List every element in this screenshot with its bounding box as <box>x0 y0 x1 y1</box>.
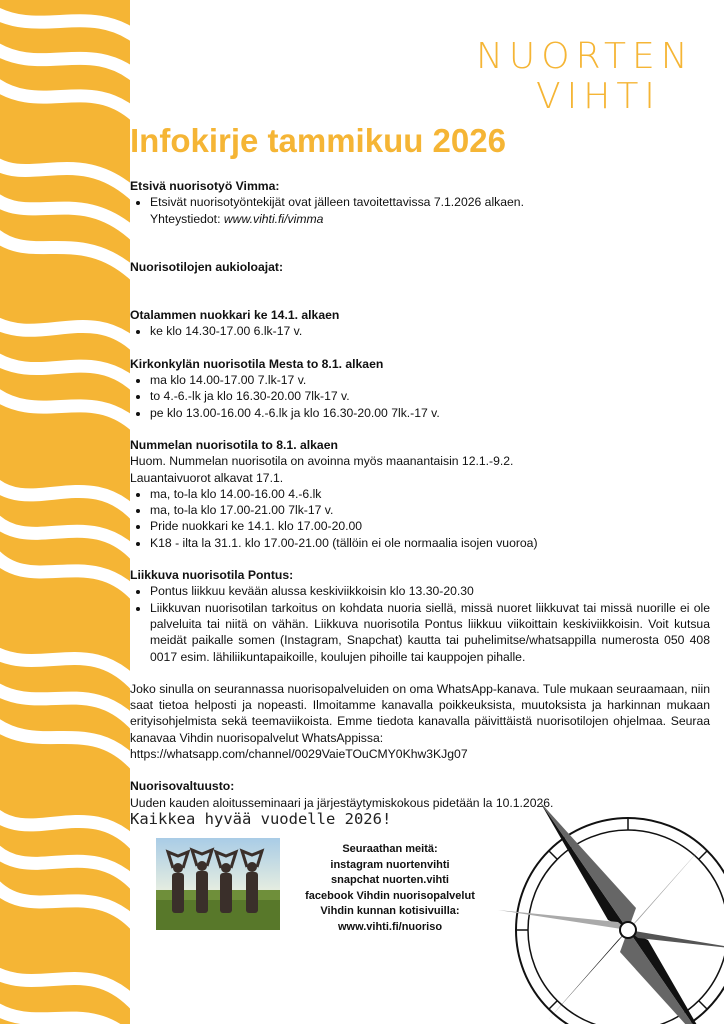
compass-illustration <box>478 770 724 1024</box>
follow-line: facebook Vihdin nuorisopalvelut <box>305 889 475 902</box>
otalampi-list <box>130 323 710 339</box>
list-item: • ke klo 14.30-17.00 6.lk-17 v. <box>150 323 710 339</box>
opening-hours-heading: Nuorisotilojen aukioloajat: <box>130 259 284 274</box>
list-item: • Liikkuvan nuorisotilan tarkoitus on kohdata nuoria siellä, missä nuoret liikkuvat tai missä nuorille ei ole palveluita tai niitä on vähän. Liikkuva nuorisotila Pontus liikkuu viikoittain keskiviikkoisin. Voit kutsua meidät paikalle somen (Instagram, Snapchat) kautta tai puhelimitse/whatsappilla numerosta 050 408 0017 esim. lähiliikuntapaikoille, koulujen pihoille tai kauppojen pihalle. <box>150 600 710 665</box>
follow-link[interactable]: www.vihti.fi/nuoriso <box>337 920 443 933</box>
nummela-list <box>130 486 710 551</box>
list-item: • Pontus liikkuu kevään alussa keskiviikkoisin klo 13.30-20.30 <box>150 583 710 599</box>
follow-line: instagram nuortenvihti <box>330 858 450 871</box>
list-item: • ma klo 14.00-17.00 7.lk-17 v. <box>150 372 710 388</box>
newsletter-body <box>130 178 710 811</box>
whatsapp-link[interactable]: https://whatsapp.com/channel/0029VaieTOuCMY0Khw3KJg07 <box>130 747 468 762</box>
list-item: • to 4.-6.-lk ja klo 16.30-20.00 7lk-17 v. <box>150 388 710 404</box>
vimma-list <box>130 194 710 227</box>
otalampi-heading: Otalammen nuokkari ke 14.1. alkaen <box>130 308 340 323</box>
logo-line1: NUORTEN <box>476 36 694 77</box>
nummela-heading: Nummelan nuorisotila to 8.1. alkaen <box>130 437 338 452</box>
list-item: • pe klo 13.00-16.00 4.-6.lk ja klo 16.30-20.00 7lk.-17 v. <box>150 405 710 421</box>
vimma-heading: Etsivä nuorisotyö Vimma: <box>130 179 280 193</box>
pontus-list <box>130 583 710 664</box>
mesta-list <box>130 372 710 421</box>
page-title: Infokirje tammikuu 2026 <box>130 122 506 159</box>
council-text: Uuden kauden aloitusseminaari ja järjestäytymiskokous pidetään la 10.1.2026. <box>130 795 554 810</box>
greeting: Kaikkea hyvää vuodelle 2026! <box>130 810 392 828</box>
list-item: • Etsivät nuorisotyöntekijät ovat jälleen tavoitettavissa 7.1.2026 alkaen. Yhteystiedot: www.vihti.fi/vimma <box>150 194 710 227</box>
nuorten-vihti-logo <box>476 36 696 116</box>
list-item: • K18 - ilta la 31.1. klo 17.00-21.00 (tällöin ei ole normaalia isojen vuoroa) <box>150 535 710 551</box>
vimma-link[interactable]: www.vihti.fi/vimma <box>223 211 324 226</box>
follow-line: snapchat nuorten.vihti <box>331 874 449 886</box>
pontus-heading: Liikkuva nuorisotila Pontus: <box>130 568 294 583</box>
youth-group-photo <box>156 838 280 930</box>
social-follow-block <box>300 842 480 935</box>
whatsapp-text: Joko sinulla on seurannassa nuorisopalveluiden on oma WhatsApp-kanava. Tule mukaan seuraamaan, niin saat tietoa helposti ja nopeasti. Ilmoitamme kanavalla poikkeuksista, muutoksista ja harkinnan mukaan erityisohjelmista sekä teemaviikoista. Emme tiedota kanavalla päivittäistä nuorisotilojen ohjelmaa. Seuraa kanavaa Vihdin nuorisopalvelut WhatsAppissa: <box>130 681 710 745</box>
logo-line2: VIHTI <box>536 76 661 117</box>
follow-line: Seuraathan meitä: <box>342 843 438 855</box>
list-item: • Pride nuokkari ke 14.1. klo 17.00-20.00 <box>150 518 710 534</box>
mesta-heading: Kirkonkylän nuorisotila Mesta to 8.1. alkaen <box>130 356 384 371</box>
council-heading: Nuorisovaltuusto: <box>130 779 235 794</box>
nummela-note: Huom. Nummelan nuorisotila on avoinna myös maanantaisin 12.1.-9.2. <box>130 454 514 469</box>
nummela-note: Lauantaivuorot alkavat 17.1. <box>130 470 284 485</box>
decorative-wave-pattern <box>0 0 130 1024</box>
follow-line: Vihdin kunnan kotisivuilla: <box>320 905 460 917</box>
list-item: • ma, to-la klo 14.00-16.00 4.-6.lk <box>150 486 710 502</box>
list-item: • ma, to-la klo 17.00-21.00 7lk-17 v. <box>150 502 710 518</box>
